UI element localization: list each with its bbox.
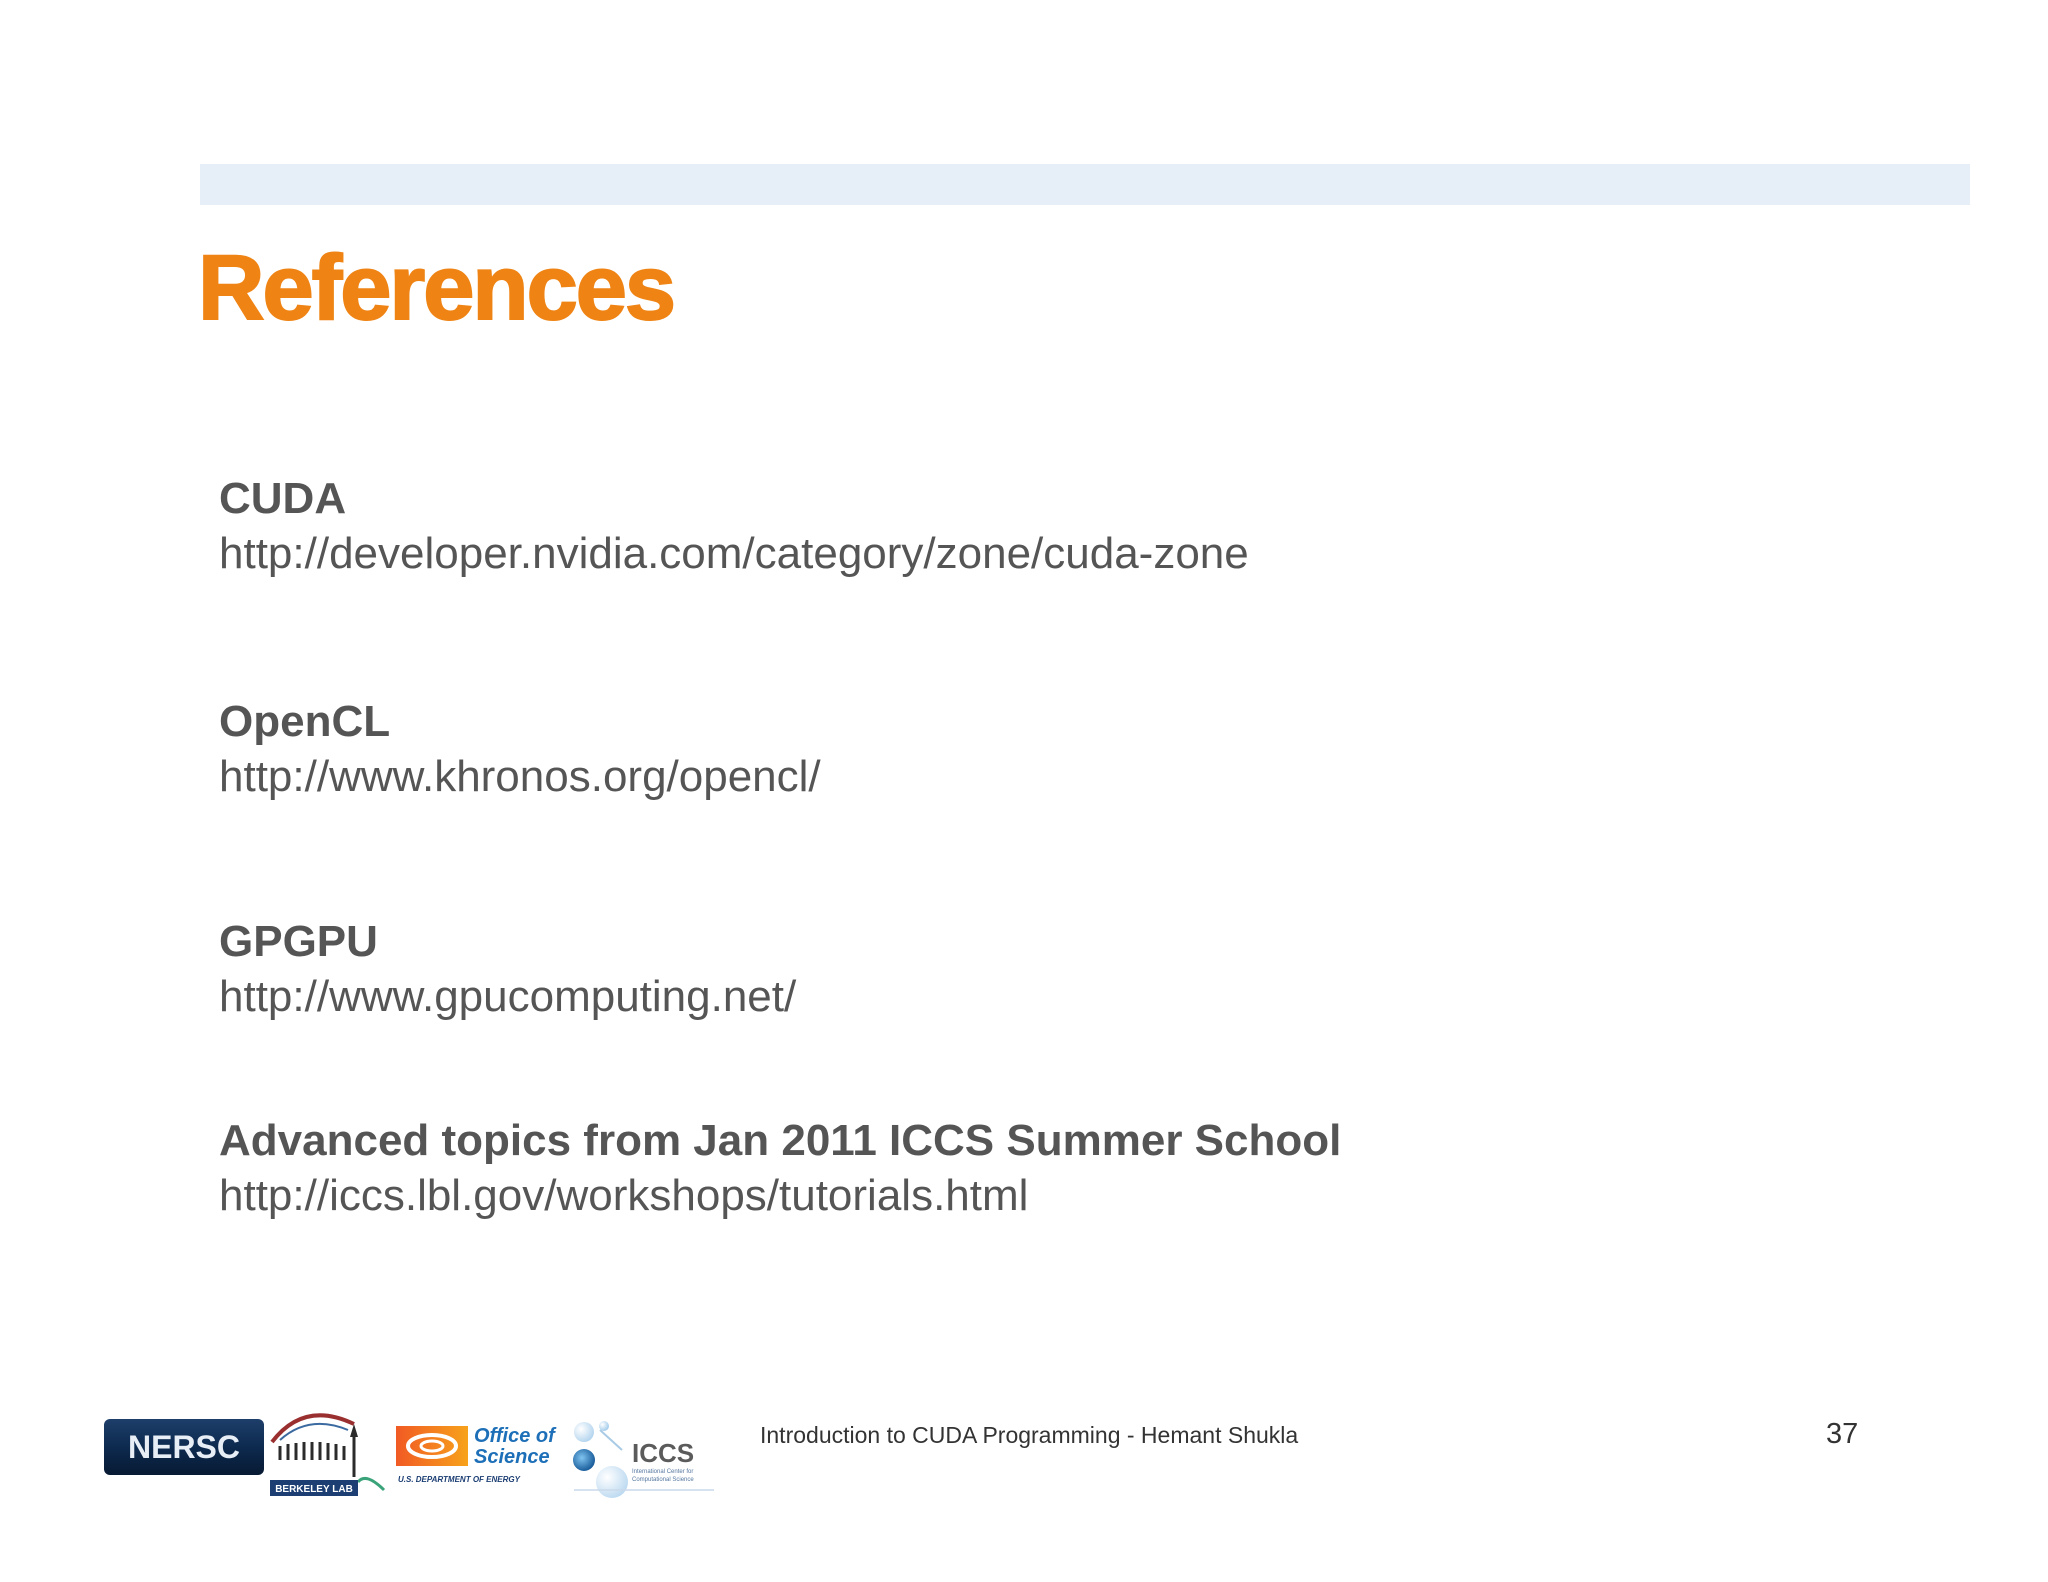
footer-logos: [104, 1402, 716, 1502]
svg-text:Office of: Office of: [474, 1425, 555, 1447]
reference-opencl: [219, 695, 821, 805]
svg-text:NERSC: NERSC: [127, 1429, 241, 1465]
berkeley-lab-logo: [270, 1415, 384, 1496]
iccs-logo: [573, 1421, 714, 1498]
svg-text:BERKELEY LAB: BERKELEY LAB: [275, 1484, 353, 1495]
slide-title: References: [198, 237, 675, 339]
nersc-logo: [104, 1419, 264, 1475]
svg-text:ICCS: ICCS: [632, 1438, 695, 1468]
footer-text: Introduction to CUDA Programming - Hemant Shukla: [760, 1422, 1299, 1448]
svg-text:International Center for: International Center for: [632, 1469, 694, 1475]
reference-heading: Advanced topics from Jan 2011 ICCS Summer School: [219, 1116, 1342, 1165]
svg-text:Science: Science: [474, 1446, 550, 1468]
svg-text:U.S. DEPARTMENT OF ENERGY: U.S. DEPARTMENT OF ENERGY: [398, 1475, 520, 1484]
reference-link[interactable]: http://www.gpucomputing.net/: [219, 972, 797, 1021]
reference-link[interactable]: http://iccs.lbl.gov/workshops/tutorials.html: [219, 1171, 1029, 1220]
office-of-science-logo: [396, 1425, 557, 1484]
reference-link[interactable]: http://developer.nvidia.com/category/zone/cuda-zone: [219, 529, 1249, 578]
reference-cuda: [219, 472, 1249, 582]
reference-iccs-summer-school: [219, 1114, 1341, 1224]
reference-link[interactable]: http://www.khronos.org/opencl/: [219, 752, 821, 801]
reference-gpgpu: [219, 915, 796, 1025]
reference-heading: OpenCL: [219, 697, 391, 746]
globe-icon: [573, 1449, 595, 1471]
page-number: 37: [1826, 1418, 1859, 1450]
header-band: [200, 164, 1970, 205]
svg-text:Computational Science: Computational Science: [632, 1477, 694, 1483]
reference-heading: CUDA: [219, 474, 347, 523]
reference-heading: GPGPU: [219, 917, 378, 966]
